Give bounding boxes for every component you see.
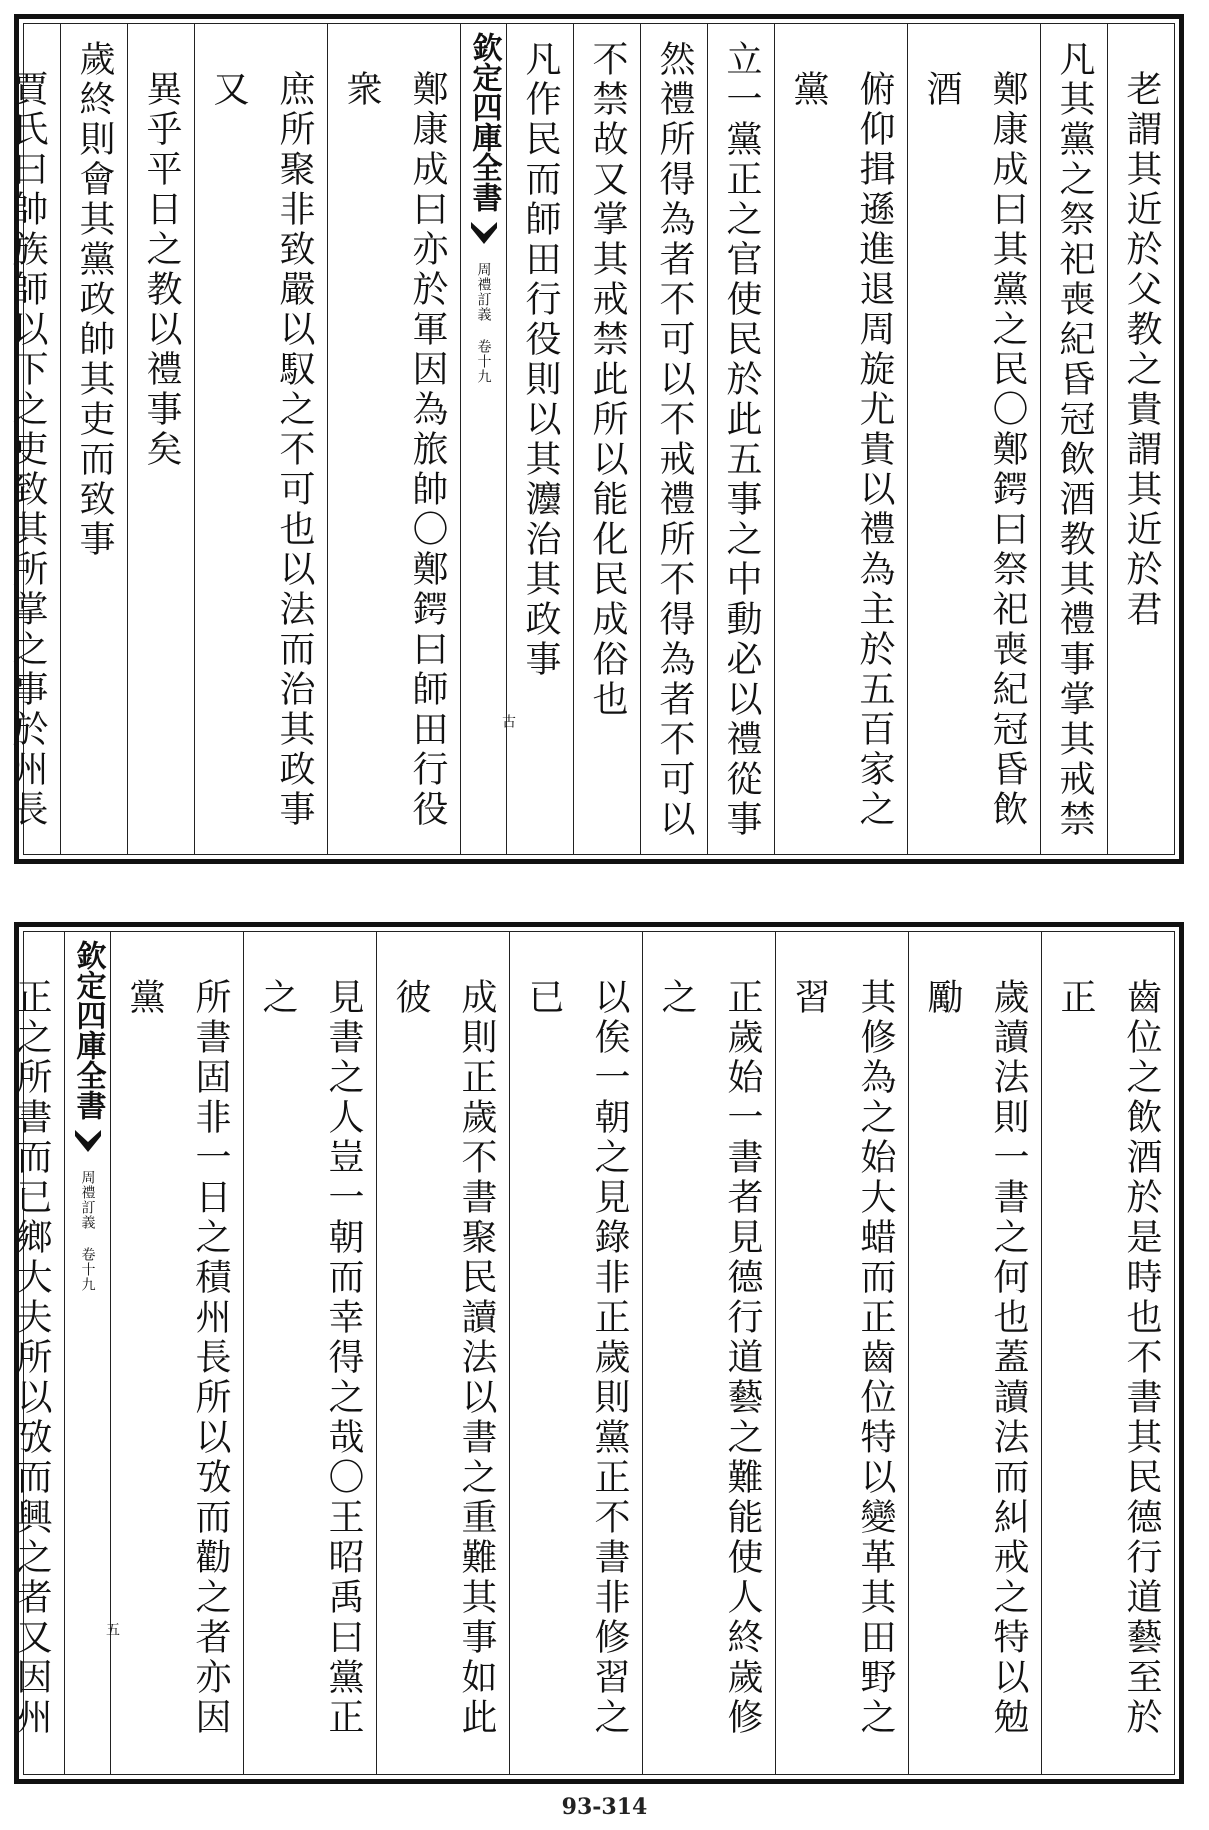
text-column: 鄭康成曰亦於軍因為旅帥〇鄭鍔曰師田行役衆 <box>327 24 460 854</box>
volume-label: 周禮訂義 卷十九 <box>475 262 492 384</box>
book-title: 欽定四庫全書 <box>466 32 502 212</box>
book-title: 欽定四庫全書 <box>70 940 106 1120</box>
text-column: 立一黨正之官使民於此五事之中動必以禮從事 <box>707 24 774 854</box>
text-column: 凡其黨之祭祀喪紀昏冠飲酒教其禮事掌其戒禁 <box>1040 24 1107 854</box>
text-column: 然禮所得為者不可以不戒禮所不得為者不可以 <box>640 24 707 854</box>
text-column: 凡作民而師田行役則以其灋治其政事 <box>506 24 573 854</box>
fish-tail-icon <box>469 220 499 248</box>
text-column: 鄭康成曰其黨之民〇鄭鍔曰祭祀喪紀冠昏飲酒 <box>907 24 1040 854</box>
text-column: 正歲始一書者見德行道藝之難能使人終歲修之 <box>642 932 775 1774</box>
page-number: 93-314 <box>561 1794 648 1820</box>
text-column: 賈氏曰帥族師以下之吏致其所掌之事於州長 <box>0 24 60 854</box>
lower-page <box>11 922 1184 1784</box>
text-column: 齒位之飲酒於是時也不書其民德行道藝至於正 <box>1041 932 1174 1774</box>
center-column-label <box>64 932 120 1774</box>
text-column: 成則正歲不書聚民讀法以書之重難其事如此彼 <box>376 932 509 1774</box>
text-column: 不禁故又掌其戒禁此所以能化民成俗也 <box>573 24 640 854</box>
text-column: 以俟一朝之見錄非正歲則黨正不書非修習之已 <box>509 932 642 1774</box>
center-column-label <box>460 24 516 854</box>
leaf-number: 五 <box>104 1622 120 1640</box>
volume-label: 周禮訂義 卷十九 <box>79 1170 96 1292</box>
leaf-number: 古 <box>500 714 516 732</box>
text-column: 庶所聚非致嚴以馭之不可也以法而治其政事又 <box>194 24 327 854</box>
text-column: 歲終則會其黨政帥其吏而致事 <box>60 24 127 854</box>
text-column: 歲讀法則一書之何也蓋讀法而糾戒之特以勉勵 <box>908 932 1041 1774</box>
text-column: 見書之人豈一朝而幸得之哉〇王昭禹曰黨正之 <box>243 932 376 1774</box>
fish-tail-icon <box>73 1128 103 1156</box>
upper-page <box>7 14 1184 864</box>
text-column: 所書固非一日之積州長所以攷而勸之者亦因黨 <box>110 932 243 1774</box>
text-column: 異乎平日之教以禮事矣 <box>127 24 194 854</box>
text-column: 正之所書而已鄉大夫所以攷而興之者又因州 <box>0 932 64 1774</box>
upper-page-columns <box>7 23 1175 855</box>
lower-page-columns <box>11 931 1175 1775</box>
text-column: 俯仰揖遜進退周旋尤貴以禮為主於五百家之黨 <box>774 24 907 854</box>
text-column: 其修為之始大蜡而正齒位特以變革其田野之習 <box>775 932 908 1774</box>
text-column: 老謂其近於父教之貴謂其近於君 <box>1107 24 1174 854</box>
